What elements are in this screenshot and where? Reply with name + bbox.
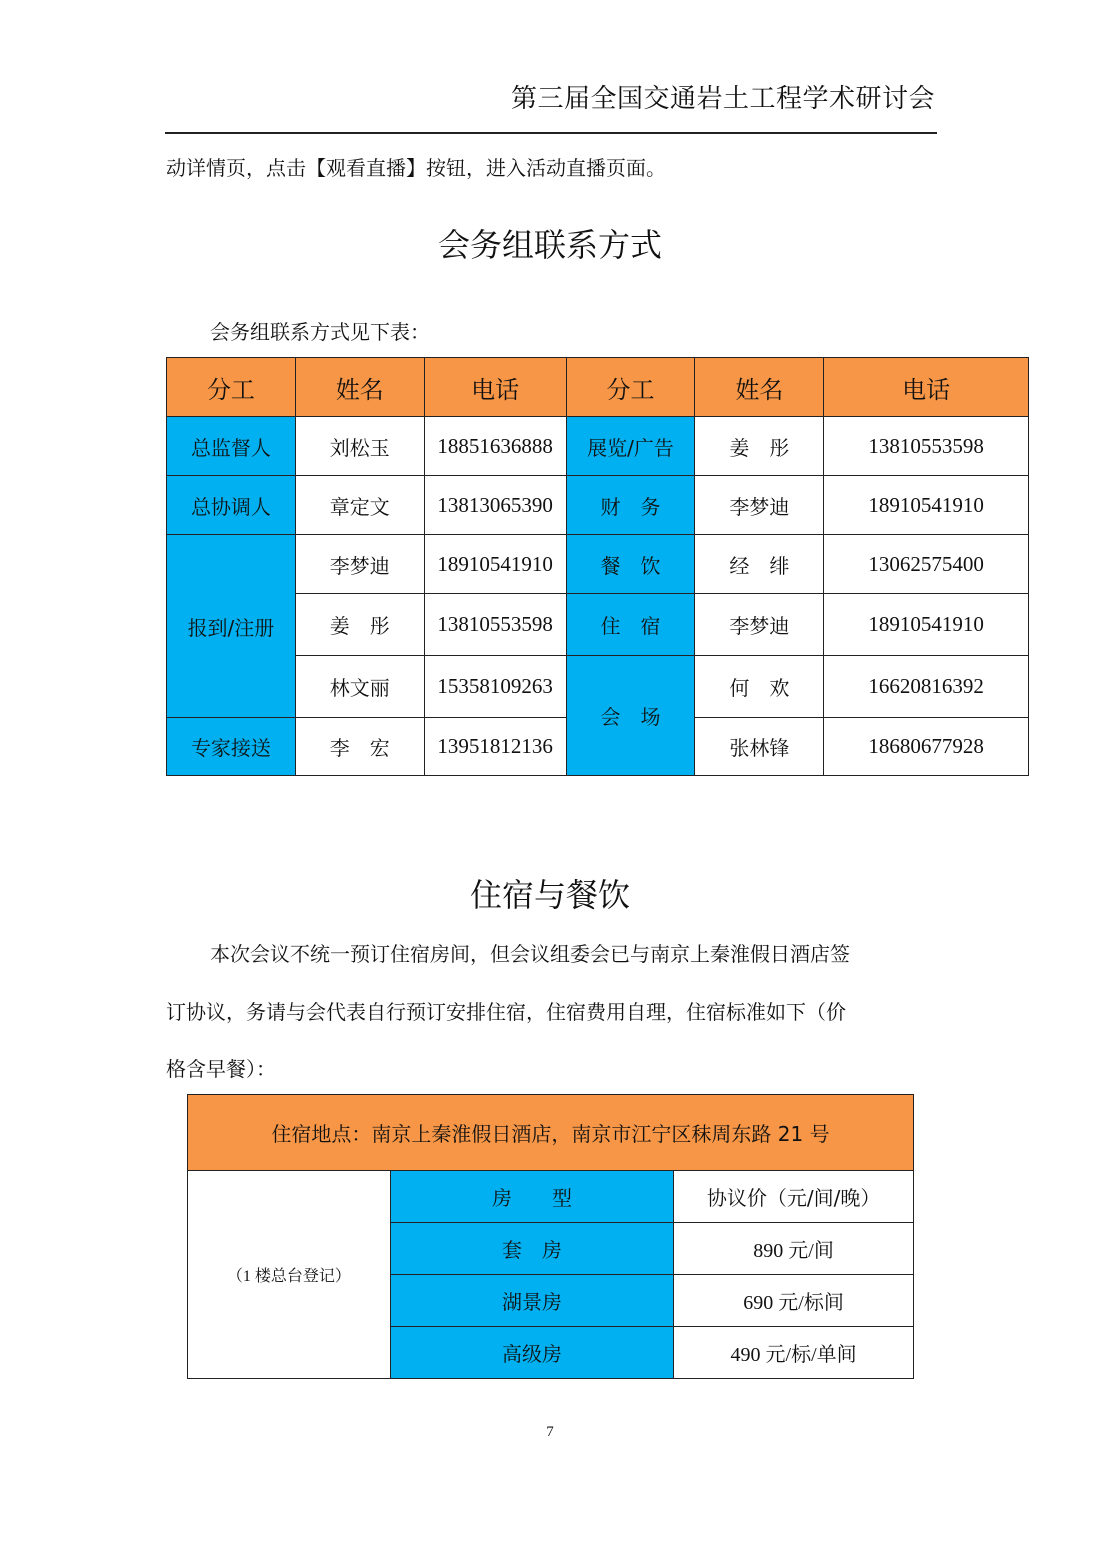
hotel-location: 住宿地点：南京上秦淮假日酒店，南京市江宁区秣周东路 21 号 xyxy=(188,1095,914,1171)
contact-header-row xyxy=(167,358,1029,417)
phone-cell: 13951812136 xyxy=(424,718,566,776)
header-name-right: 姓名 xyxy=(695,358,824,417)
contact-table xyxy=(166,357,1029,776)
role-cell: 专家接送 xyxy=(167,718,296,776)
name-cell: 李梦迪 xyxy=(695,476,824,535)
role-cell: 住 宿 xyxy=(566,594,695,656)
name-cell: 姜 彤 xyxy=(695,417,824,476)
hotel-table xyxy=(187,1094,914,1379)
lodging-para-line-1: 本次会议不统一预订住宿房间，但会议组委会已与南京上秦淮假日酒店签 xyxy=(210,942,850,966)
room-price-cell: 690 元/标间 xyxy=(674,1275,914,1327)
phone-cell: 15358109263 xyxy=(424,656,566,718)
room-price-header: 协议价（元/间/晚） xyxy=(674,1171,914,1223)
phone-cell: 13810553598 xyxy=(824,417,1029,476)
intro-line: 动详情页，点击【观看直播】按钮，进入活动直播页面。 xyxy=(166,156,666,180)
table-row xyxy=(167,656,1029,718)
role-cell: 餐 饮 xyxy=(566,535,695,594)
name-cell: 张林锋 xyxy=(695,718,824,776)
header-role-left: 分工 xyxy=(167,358,296,417)
header-phone-left: 电话 xyxy=(424,358,566,417)
header-title: 第三届全国交通岩土工程学术研讨会 xyxy=(510,84,935,114)
phone-cell: 13810553598 xyxy=(424,594,566,656)
table-row xyxy=(167,535,1029,594)
hotel-note: （1 楼总台登记） xyxy=(188,1171,391,1379)
role-cell: 会 场 xyxy=(566,656,695,776)
phone-cell: 18910541910 xyxy=(824,594,1029,656)
header-role-right: 分工 xyxy=(566,358,695,417)
page-number: 7 xyxy=(546,1424,554,1440)
name-cell: 何 欢 xyxy=(695,656,824,718)
lodging-para-line-2: 订协议，务请与会代表自行预订安排住宿，住宿费用自理，住宿标准如下（价 xyxy=(166,1000,846,1024)
phone-cell: 18910541910 xyxy=(824,476,1029,535)
table-row xyxy=(167,476,1029,535)
name-cell: 李梦迪 xyxy=(695,594,824,656)
room-type-cell: 高级房 xyxy=(390,1327,673,1379)
name-cell: 经 绯 xyxy=(695,535,824,594)
name-cell: 林文丽 xyxy=(295,656,424,718)
header-rule xyxy=(165,132,937,134)
contact-section-title: 会务组联系方式 xyxy=(437,226,662,264)
role-cell: 报到/注册 xyxy=(167,535,296,718)
hotel-location-row xyxy=(188,1095,914,1171)
table-row xyxy=(167,417,1029,476)
phone-cell: 13062575400 xyxy=(824,535,1029,594)
name-cell: 刘松玉 xyxy=(295,417,424,476)
phone-cell: 13813065390 xyxy=(424,476,566,535)
room-type-cell: 湖景房 xyxy=(390,1275,673,1327)
role-cell: 展览/广告 xyxy=(566,417,695,476)
name-cell: 姜 彤 xyxy=(295,594,424,656)
room-type-header: 房 型 xyxy=(390,1171,673,1223)
role-cell: 总协调人 xyxy=(167,476,296,535)
lodging-section-title: 住宿与餐饮 xyxy=(469,876,630,914)
table-row xyxy=(188,1171,914,1223)
room-price-cell: 490 元/标/单间 xyxy=(674,1327,914,1379)
name-cell: 李梦迪 xyxy=(295,535,424,594)
phone-cell: 18910541910 xyxy=(424,535,566,594)
room-price-cell: 890 元/间 xyxy=(674,1223,914,1275)
table-row xyxy=(167,594,1029,656)
header-phone-right: 电话 xyxy=(824,358,1029,417)
phone-cell: 18680677928 xyxy=(824,718,1029,776)
role-cell: 财 务 xyxy=(566,476,695,535)
contact-intro: 会务组联系方式见下表： xyxy=(210,320,430,344)
phone-cell: 16620816392 xyxy=(824,656,1029,718)
lodging-para-line-3: 格含早餐）： xyxy=(166,1057,276,1081)
name-cell: 章定文 xyxy=(295,476,424,535)
phone-cell: 18851636888 xyxy=(424,417,566,476)
header-name-left: 姓名 xyxy=(295,358,424,417)
name-cell: 李 宏 xyxy=(295,718,424,776)
role-cell: 总监督人 xyxy=(167,417,296,476)
room-type-cell: 套 房 xyxy=(390,1223,673,1275)
